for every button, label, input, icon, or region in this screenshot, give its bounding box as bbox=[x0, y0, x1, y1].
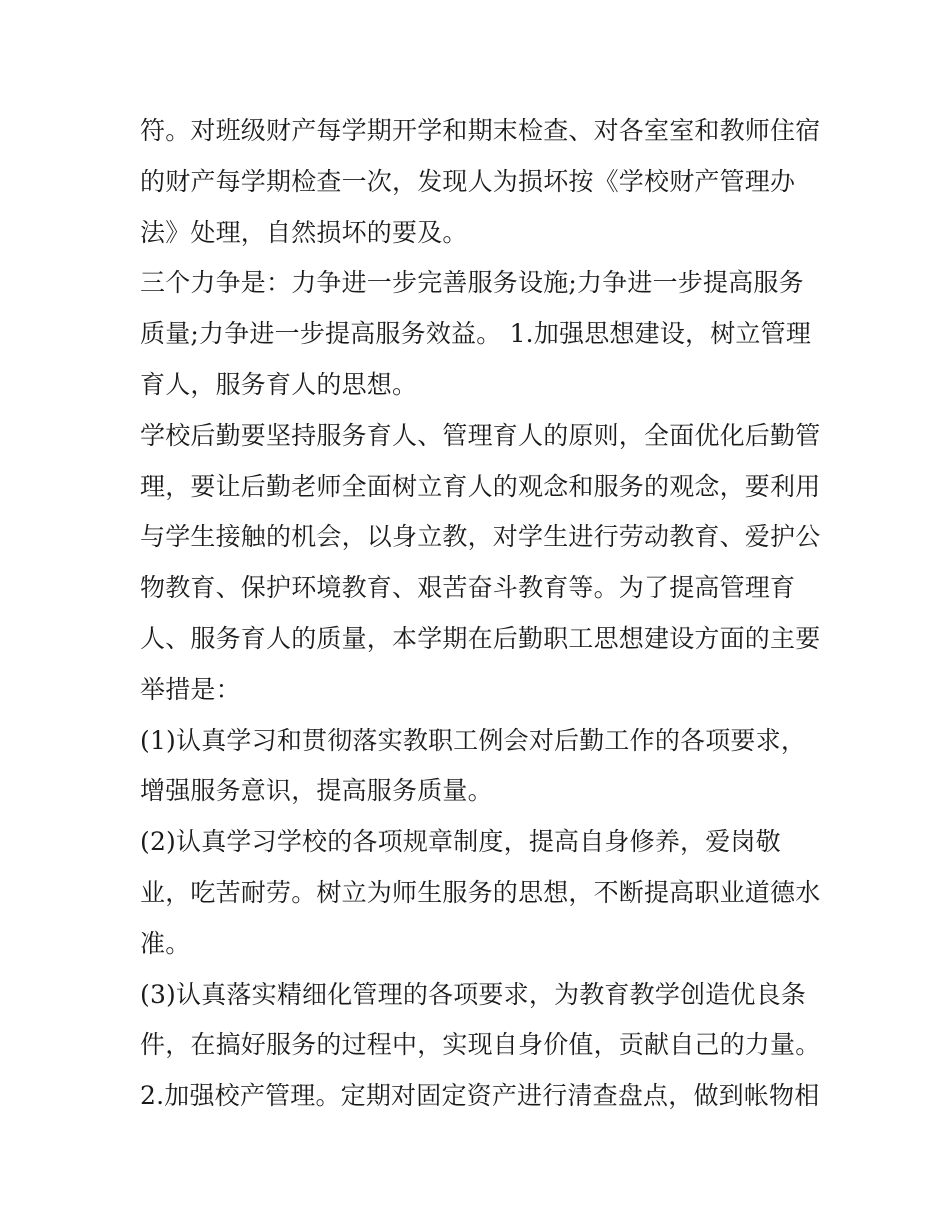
text-line: 的财产每学期检查一次，发现人为损坏按《学校财产管理办 bbox=[140, 166, 796, 196]
text-line: 学校后勤要坚持服务育人、管理育人的原则，全面优化后勤管 bbox=[140, 420, 821, 450]
text-line: 符。对班级财产每学期开学和期末检查、对各室室和教师住宿 bbox=[140, 116, 821, 145]
text-line: 2.加强校产管理。定期对固定资产进行清查盘点，做到帐物相 bbox=[140, 1081, 820, 1111]
text-line: 物教育、保护环境教育、艰苦奋斗教育等。为了提高管理育 bbox=[140, 573, 796, 603]
text-line: (1)认真学习和贯彻落实教职工例会对后勤工作的各项要求， bbox=[140, 725, 807, 755]
text-line: 准。 bbox=[140, 928, 191, 958]
text-line: 与学生接触的机会，以身立教，对学生进行劳动教育、爱护公 bbox=[140, 522, 821, 552]
text-line: 增强服务意识，提高服务质量。 bbox=[140, 776, 493, 806]
text-line: (2)认真学习学校的各项规章制度，提高自身修养，爱岗敬 bbox=[140, 827, 781, 857]
text-line: 育人，服务育人的思想。 bbox=[140, 369, 418, 399]
text-line: (3)认真落实精细化管理的各项要求，为教育教学创造优良条 bbox=[140, 979, 807, 1009]
text-line: 法》处理，自然损坏的要及。 bbox=[140, 217, 468, 247]
text-line: 件，在搞好服务的过程中，实现自身价值，贡献自己的力量。 bbox=[140, 1030, 821, 1060]
text-line: 人、服务育人的质量，本学期在后勤职工思想建设方面的主要 bbox=[140, 623, 821, 653]
text-line: 质量;力争进一步提高服务效益。 1.加强思想建设，树立管理 bbox=[140, 319, 812, 349]
text-line: 三个力争是：力争进一步完善服务设施;力争进一步提高服务 bbox=[140, 268, 804, 298]
text-line: 业，吃苦耐劳。树立为师生服务的思想，不断提高职业道德水 bbox=[140, 877, 821, 907]
document-body bbox=[140, 106, 820, 1122]
text-line: 理，要让后勤老师全面树立育人的观念和服务的观念，要利用 bbox=[140, 471, 821, 501]
text-line: 举措是： bbox=[140, 674, 241, 704]
